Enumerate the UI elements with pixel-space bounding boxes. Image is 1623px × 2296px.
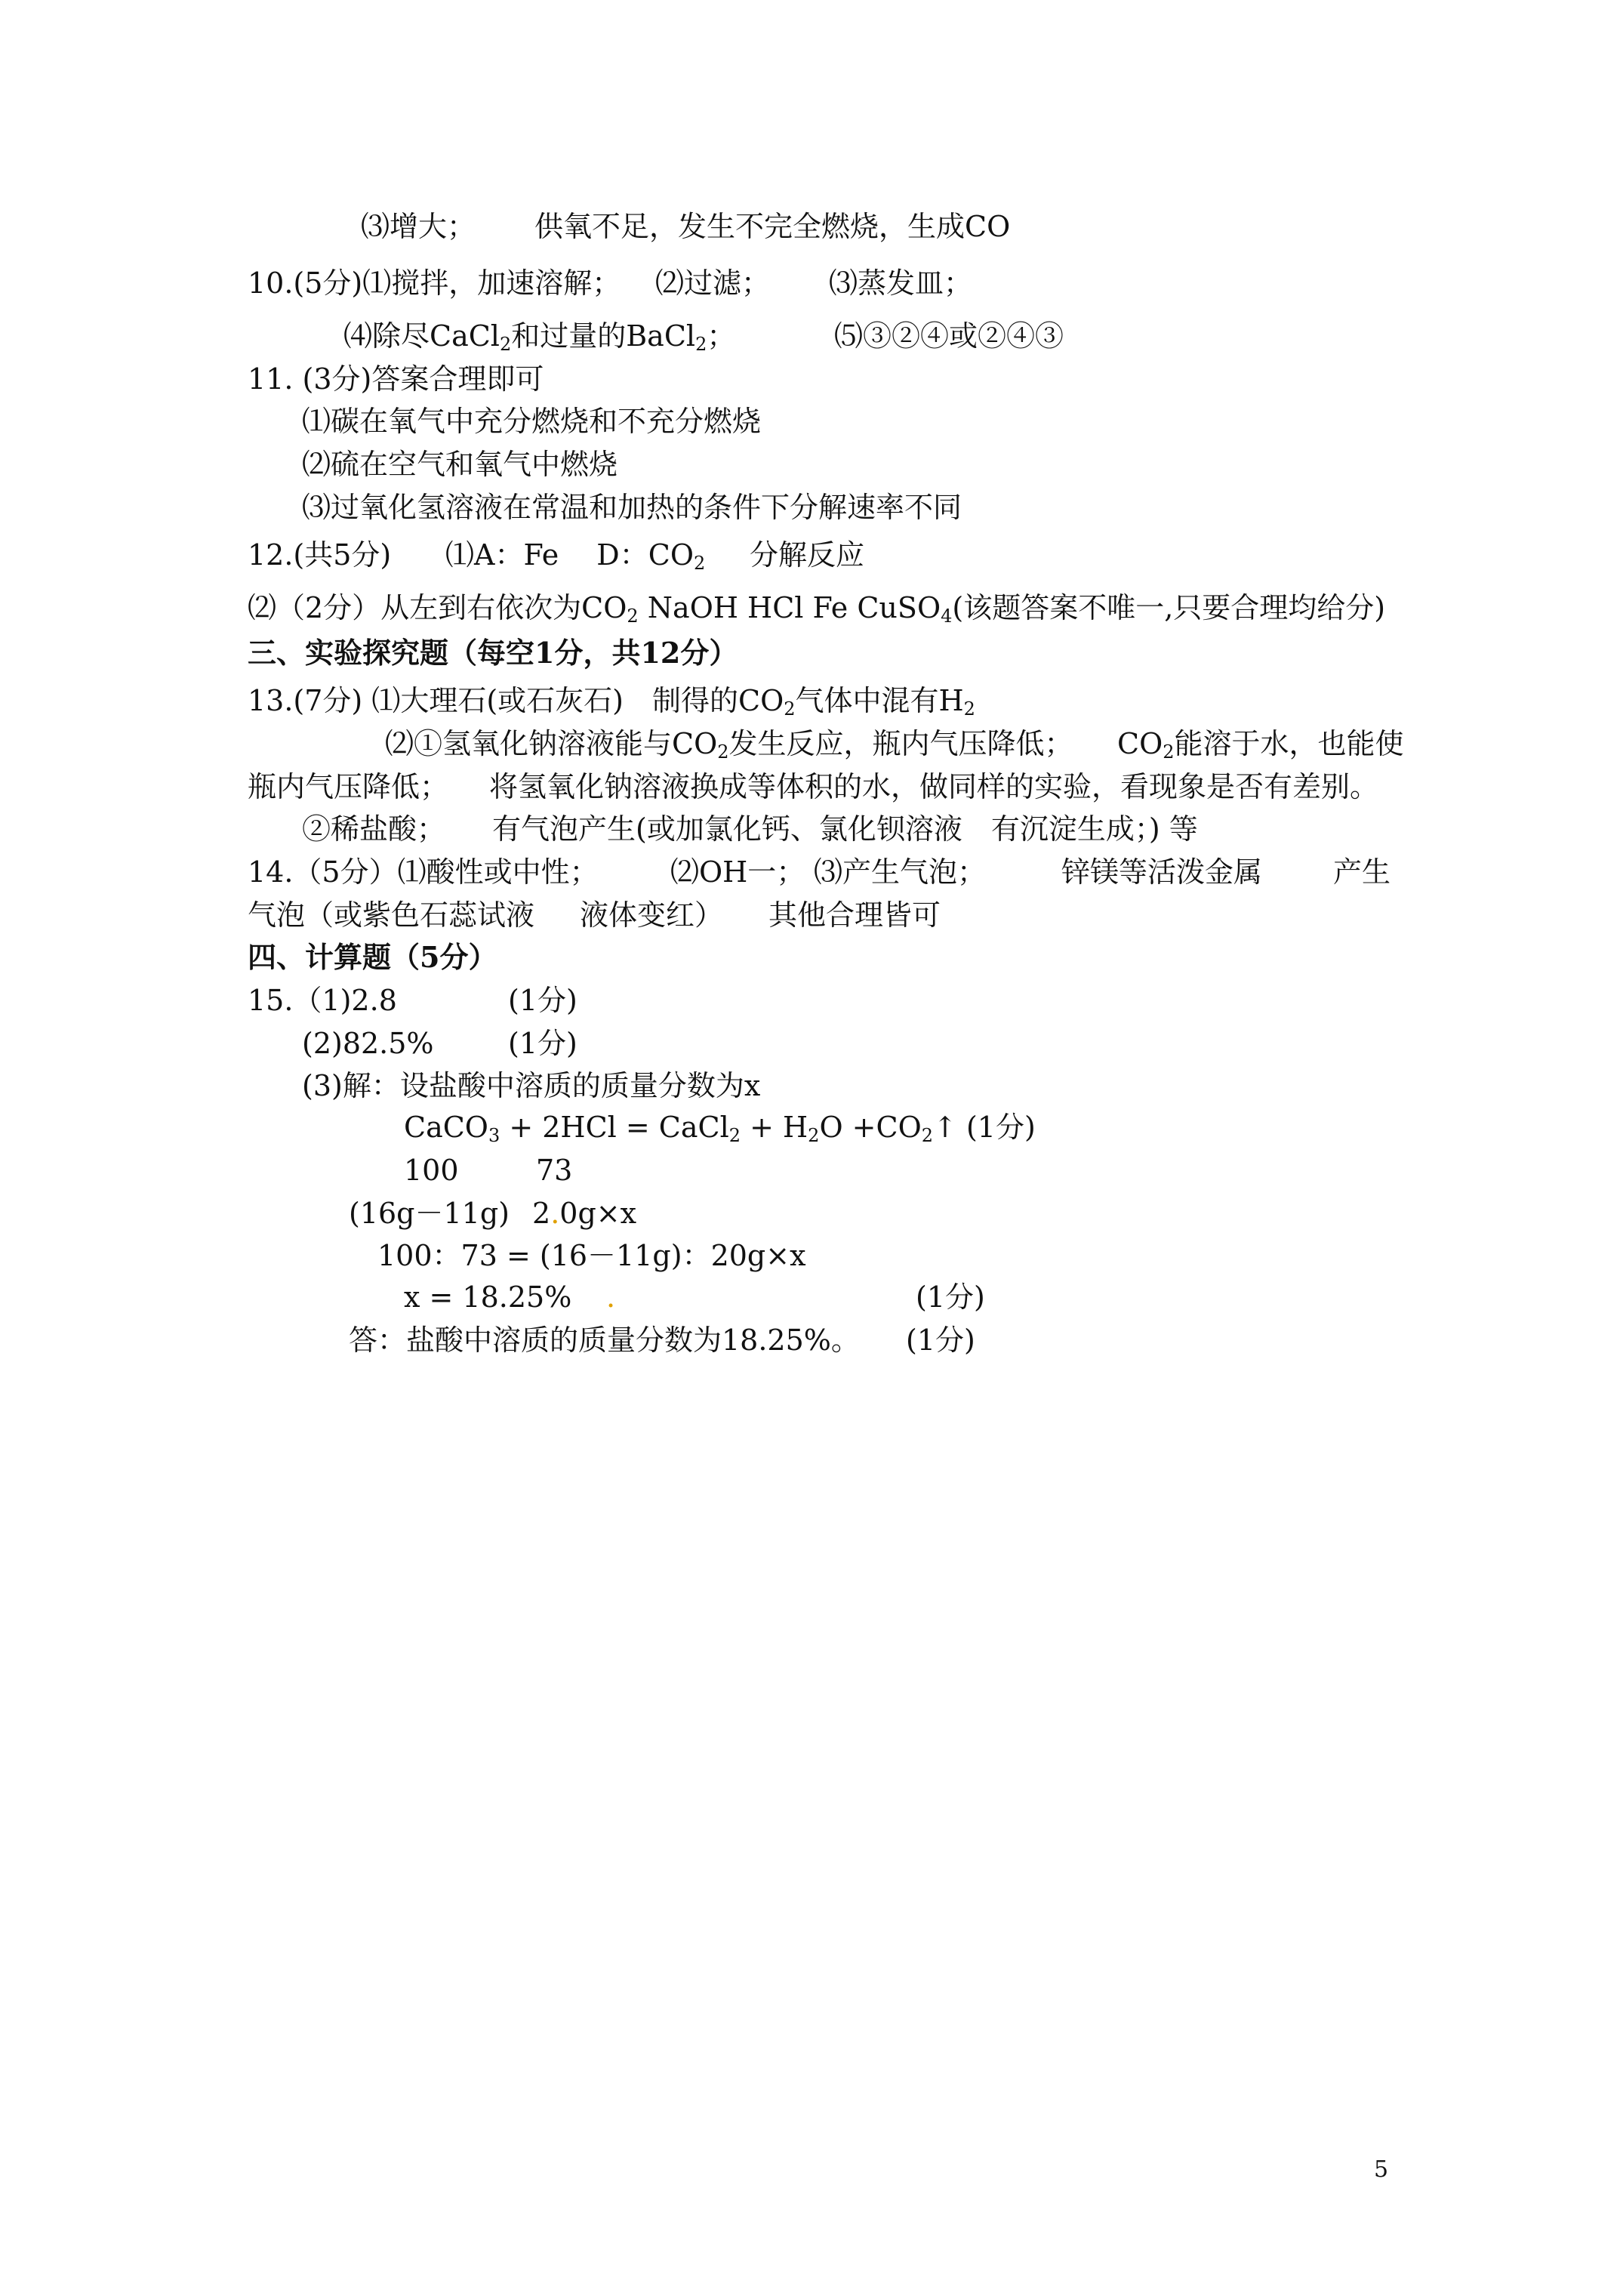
page-number: 5 [1374,2156,1389,2183]
document-page: ⑶增大； 供氧不足，发生不完全燃烧，生成CO 10.(5分)⑴搅拌，加速溶解； ⑵过滤； ⑶蒸发皿； ⑷除尽CaCl$_2$和过量的BaCl$_2$； ⑸③②④或②④③ 11. (3分)答案合理即可 ⑴碳在氧气中充分燃烧和不充分燃烧 ⑵硫在空气和氧气中燃烧 ⑶过氧化氢溶液在常温和加热的条件下分解速率不同 12.(共5分) ⑴A：Fe D：$CO_2$ 分解反应 ⑵（2分）从左到右依次为$CO_2$ NaOH HCl Fe CuSO$_4$(该题答案不唯一,只要合理均给分) 三、实验探究题（每空1分，共12分） 13.(7分) ⑴大理石(或石灰石) 制得的$CO_2$气体中混有$H_2$ ⑵①氢氧化钠溶液能与$CO_2$发生反应，瓶内气压降低； $CO_2$能溶于水，也能使 瓶内气压降低； 将氢氧化钠溶液换成等体积的水，做同样的实验，看现象是否有差别。 ②稀盐酸； 有气泡产生(或加氯化钙、氯化钡溶液 有沉淀生成；) 等 14.（5分）⑴酸性或中性； ⑵OH一； ⑶产生气泡； 锌镁等活泼金属 产生 气泡（或紫色石蕊试液 液体变红） 其他合理皆可 四、计算题（5分） 15.（1)2.8 (1分) (2)82.5% (1分) (3)解：设盐酸中溶质的质量分数为x CaCO$_3$ + 2HCl = CaCl$_2$ + $H_2O$ $+CO_2↑$ (1分) 100 73 (16g－11g) 2.0g×x 100：73 = (16－11g)：20g×x x = 18.25% . (1分) 答：盐酸中溶质的质量分数为18.25%。 (1分) 5 [0,0,1623,2296]
